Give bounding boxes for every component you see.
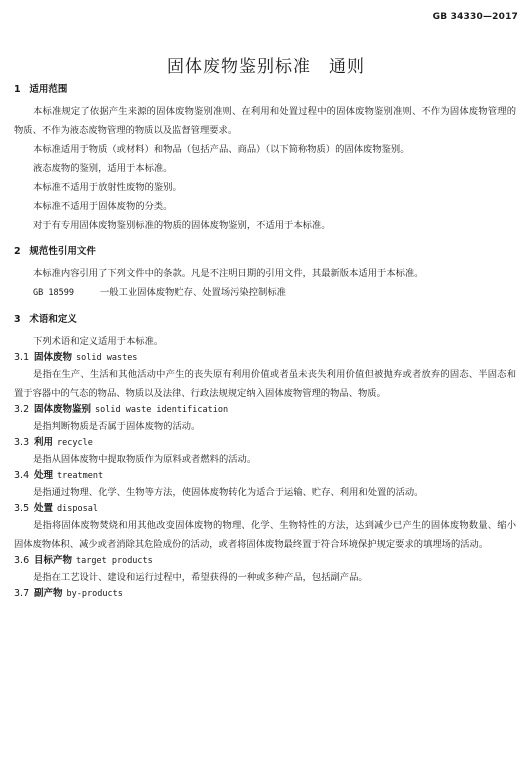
term-number: 3.5: [14, 503, 30, 514]
section-heading: [14, 245, 516, 258]
term-definition: 是指在工艺设计、建设和运行过程中，希望获得的一种或多种产品，包括副产品。: [33, 572, 368, 583]
reference-code: GB 18599: [33, 288, 74, 298]
term-definition: 是指将固体废物焚烧和用其他改变固体废物的物理、化学、生物特性的方法，达到减少已产生的固体废物数量、缩小固体废物体积、减少或者消除其危险成份的活动，或者将固体废物最终置于符合环境保护规定要求的填埋场的活动。: [14, 520, 516, 550]
term-definition: 是指在生产、生活和其他活动中产生的丧失原有利用价值或者虽未丧失利用价值但被抛弃或者放弃的固态、半固态和置于容器中的气态的物品、物质以及法律、行政法规规定纳入固体废物管理的物品、物质。: [14, 369, 516, 399]
paragraph: 本标准内容引用了下列文件中的条款。凡是不注明日期的引用文件，其最新版本适用于本标准。: [33, 268, 424, 279]
section-2: [14, 245, 516, 303]
section-number: 3: [14, 314, 21, 325]
term-3-7: [14, 587, 516, 601]
section-number: 2: [14, 246, 21, 257]
term-english: solid waste identification: [95, 405, 229, 415]
paragraph: 本标准不适用于固体废物的分类。: [33, 201, 173, 212]
standard-code: GB 34330—2017: [432, 12, 518, 22]
term-number: 3.2: [14, 404, 30, 415]
term-3-4: [14, 469, 516, 502]
term-heading: [14, 351, 516, 365]
section-title: 规范性引用文件: [29, 246, 96, 257]
term-chinese: 副产物: [34, 588, 63, 599]
term-3-2: [14, 403, 516, 436]
term-chinese: 固体废物鉴别: [34, 404, 92, 415]
term-heading: [14, 502, 516, 516]
term-3-5: [14, 502, 516, 554]
term-number: 3.3: [14, 437, 30, 448]
term-definition: 是指通过物理、化学、生物等方法，使固体废物转化为适合于运输、贮存、利用和处置的活动。: [33, 487, 424, 498]
section-1: [14, 83, 516, 235]
section-title: 术语和定义: [29, 314, 77, 325]
term-chinese: 固体废物: [34, 352, 73, 363]
term-english: disposal: [57, 504, 98, 514]
term-chinese: 利用: [34, 437, 54, 448]
term-definition: 是指从固体废物中提取物质作为原料或者燃料的活动。: [33, 454, 257, 465]
term-heading: [14, 587, 516, 601]
term-heading: [14, 554, 516, 568]
term-3-1: [14, 351, 516, 403]
term-definition: 是指判断物质是否属于固体废物的活动。: [33, 421, 201, 432]
term-number: 3.7: [14, 588, 30, 599]
term-chinese: 目标产物: [34, 555, 73, 566]
term-heading: [14, 436, 516, 450]
term-english: by-products: [66, 589, 123, 599]
term-3-3: [14, 436, 516, 469]
section-number: 1: [14, 84, 21, 95]
term-heading: [14, 403, 516, 417]
term-heading: [14, 469, 516, 483]
normative-reference: [14, 283, 516, 303]
paragraph: 本标准适用于物质（或材料）和物品（包括产品、商品）（以下简称物质）的固体废物鉴别。: [33, 144, 410, 155]
section-heading: [14, 83, 516, 96]
paragraph: 对于有专用固体废物鉴别标准的物质的固体废物鉴别，不适用于本标准。: [33, 220, 331, 231]
paragraph: 本标准不适用于放射性废物的鉴别。: [33, 182, 182, 193]
document-body: [14, 83, 516, 601]
term-number: 3.4: [14, 470, 30, 481]
term-english: solid wastes: [76, 353, 138, 363]
term-number: 3.6: [14, 555, 30, 566]
term-english: recycle: [57, 438, 93, 448]
term-english: treatment: [57, 471, 104, 481]
term-english: target products: [76, 556, 153, 566]
paragraph: 液态废物的鉴别，适用于本标准。: [33, 163, 173, 174]
term-chinese: 处置: [34, 503, 54, 514]
section-title: 适用范围: [29, 84, 68, 95]
paragraph: 本标准规定了依据产生来源的固体废物鉴别准则、在利用和处置过程中的固体废物鉴别准则、不作为固体废物管理的物质、不作为液态废物管理的物质以及监督管理要求。: [14, 106, 516, 136]
term-3-6: [14, 554, 516, 587]
document-title: 固体废物鉴别标准 通则: [167, 57, 365, 77]
term-chinese: 处理: [34, 470, 54, 481]
section-heading: [14, 313, 516, 326]
paragraph: 下列术语和定义适用于本标准。: [33, 336, 164, 347]
term-number: 3.1: [14, 352, 30, 363]
reference-title: 一般工业固体废物贮存、处置场污染控制标准: [99, 287, 286, 298]
section-3: [14, 313, 516, 601]
